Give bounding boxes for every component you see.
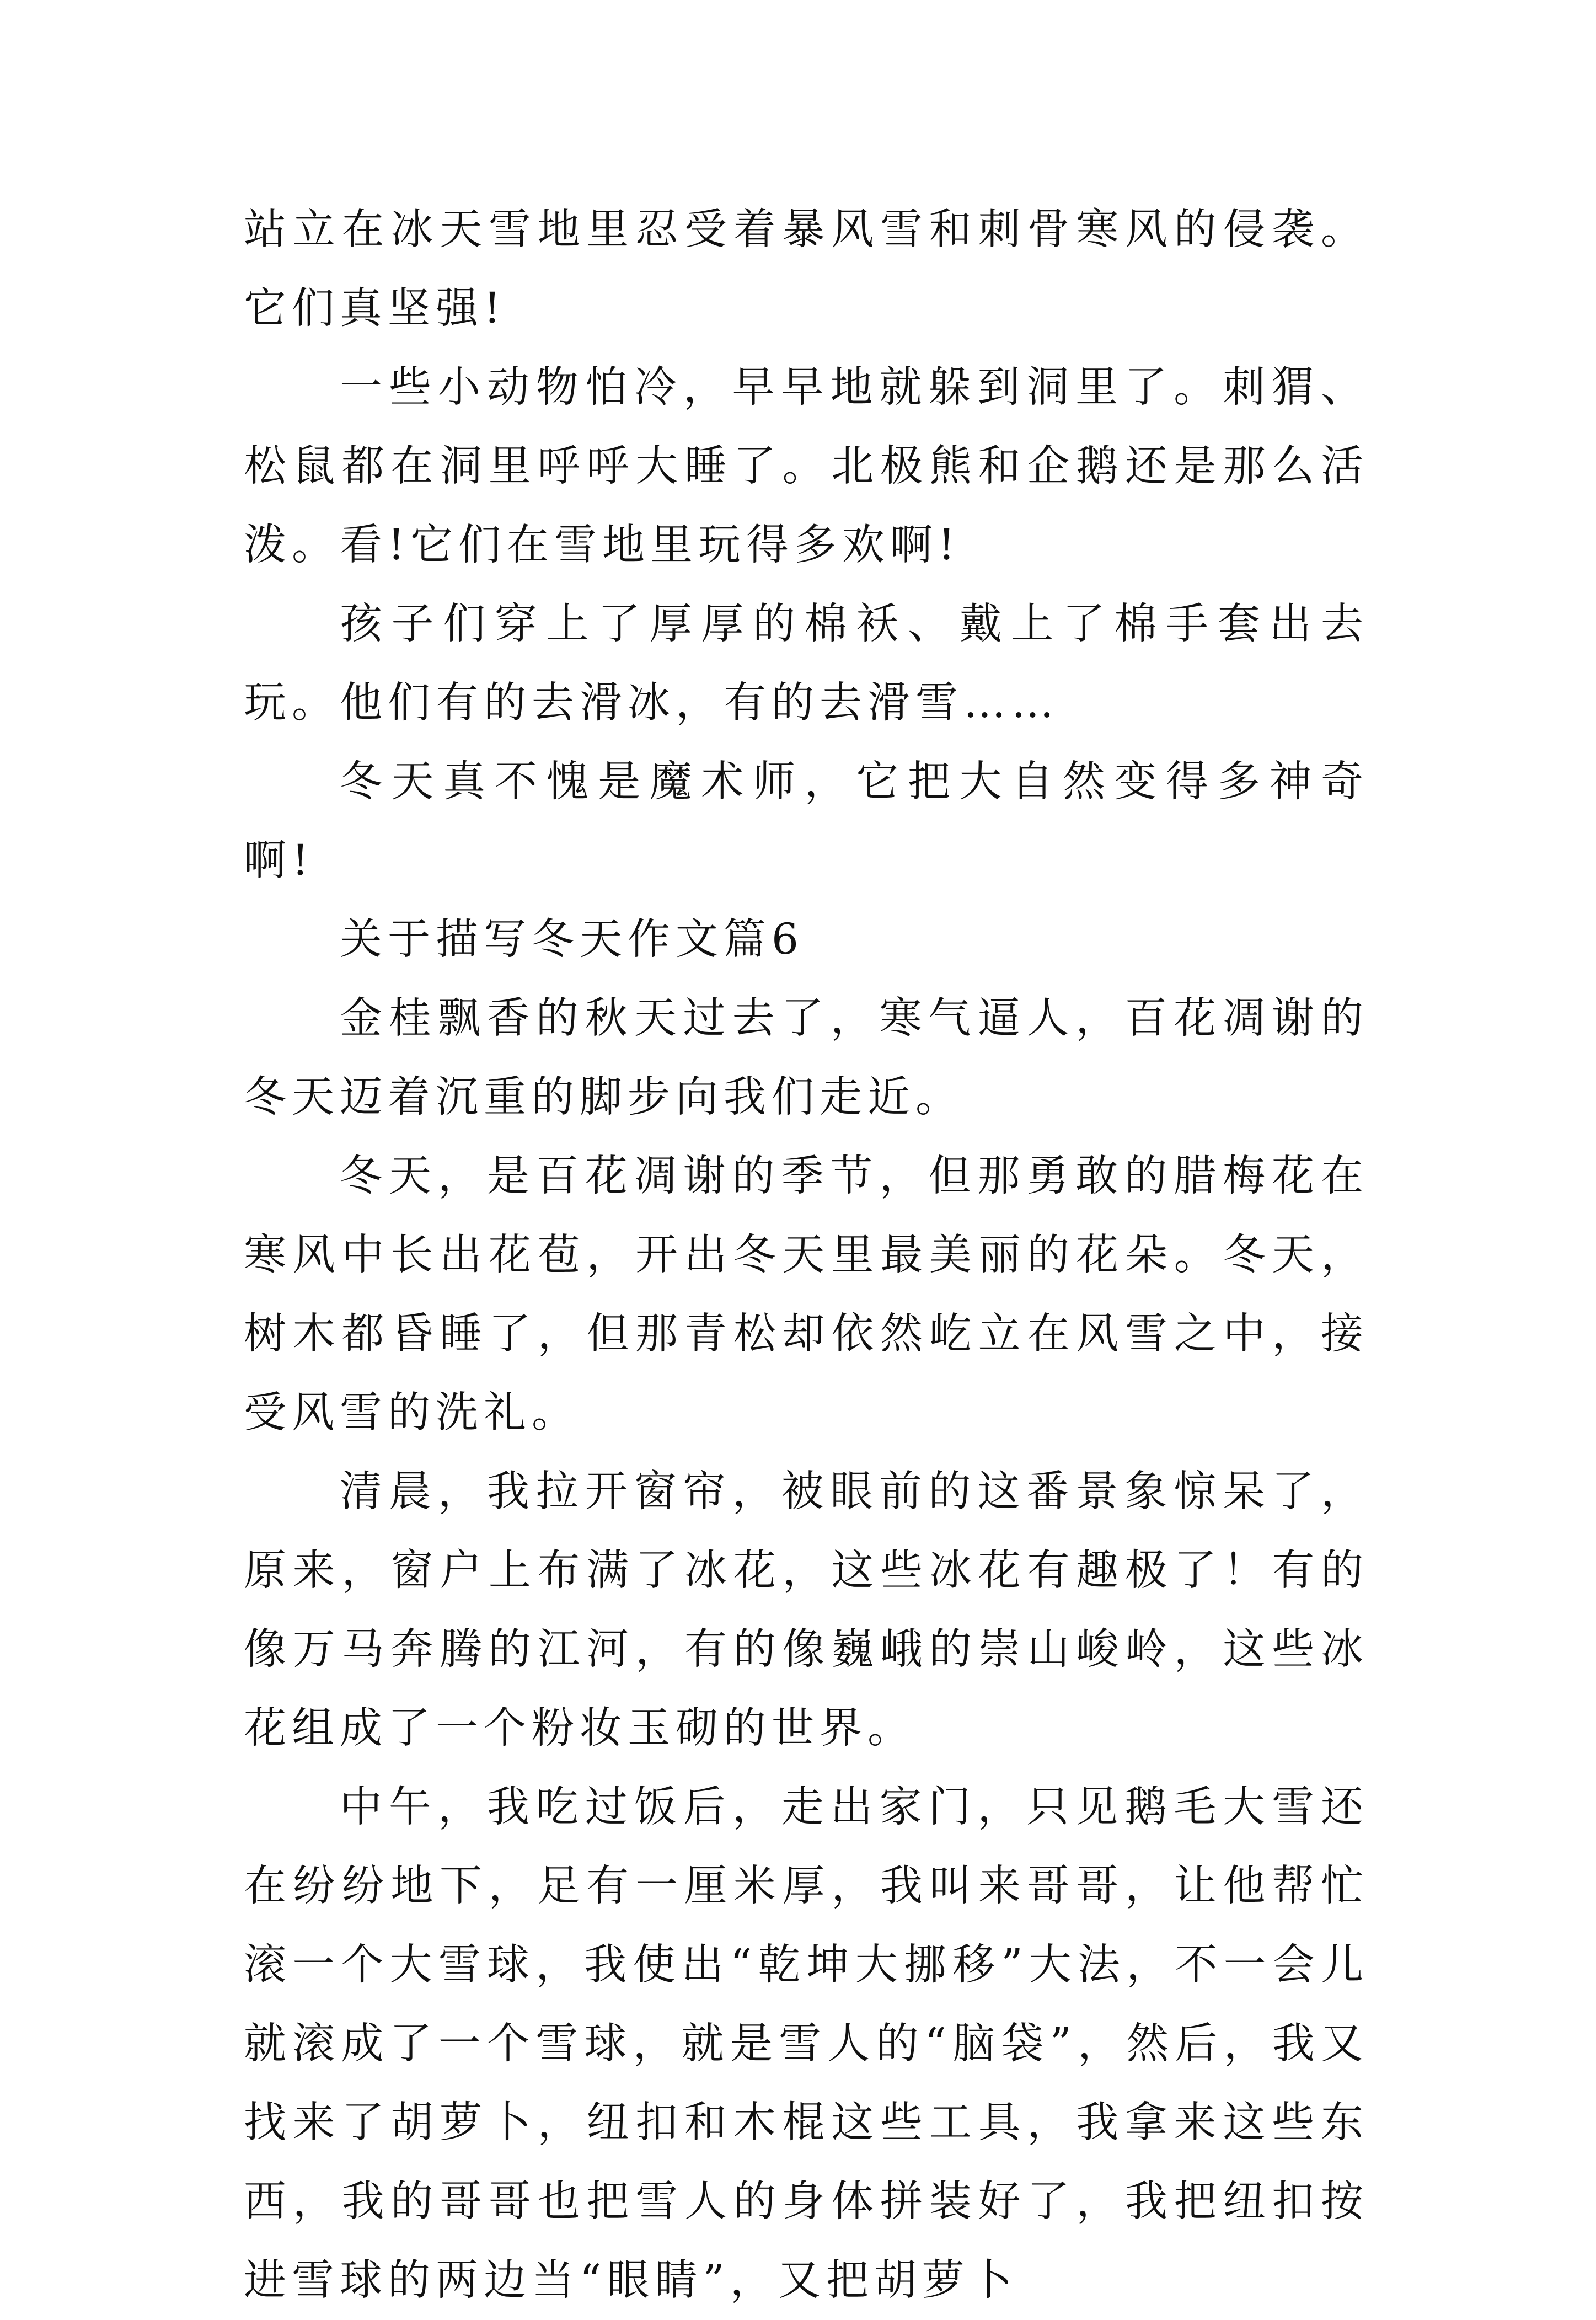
paragraph: 金桂飘香的秋天过去了，寒气逼人，百花凋谢的冬天迈着沉重的脚步向我们走近。 — [244, 994, 1369, 1122]
section-heading: 关于描写冬天作文篇6 — [340, 915, 804, 964]
paragraph: 清晨，我拉开窗帘，被眼前的这番景象惊呆了，原来，窗户上布满了冰花，这些冰花有趣极了！有的像万马奔腾的江河，有的像巍峨的崇山峻岭，这些冰花组成了一个粉妆玉砌的世界。 — [244, 1467, 1369, 1753]
paragraph: 中午，我吃过饭后，走出家门，只见鹅毛大雪还在纷纷地下，足有一厘米厚，我叫来哥哥，让他帮忙滚一个大雪球，我使出“乾坤大挪移”大法，不一会儿就滚成了一个雪球，就是雪人的“脑袋”，然后，我又找来了胡萝卜，纽扣和木棍这些工具，我拿来这些东西，我的哥哥也把雪人的身体拼装好了，我把纽扣按进雪球的两边当“眼睛”，又把胡萝卜 — [244, 1783, 1369, 2305]
paragraph: 站立在冰天雪地里忍受着暴风雪和刺骨寒风的侵袭。它们真坚强! — [244, 205, 1369, 333]
paragraph: 一些小动物怕冷，早早地就躲到洞里了。刺猬、松鼠都在洞里呼呼大睡了。北极熊和企鹅还是那么活泼。看!它们在雪地里玩得多欢啊! — [244, 363, 1369, 570]
paragraph: 冬天，是百花凋谢的季节，但那勇敢的腊梅花在寒风中长出花苞，开出冬天里最美丽的花朵。冬天，树木都昏睡了，但那青松却依然屹立在风雪之中，接受风雪的洗礼。 — [244, 1152, 1369, 1437]
paragraph: 孩子们穿上了厚厚的棉袄、戴上了棉手套出去玩。他们有的去滑冰，有的去滑雪…… — [244, 600, 1369, 728]
paragraph: 冬天真不愧是魔术师，它把大自然变得多神奇啊! — [244, 757, 1369, 885]
document-body — [244, 190, 1369, 2320]
